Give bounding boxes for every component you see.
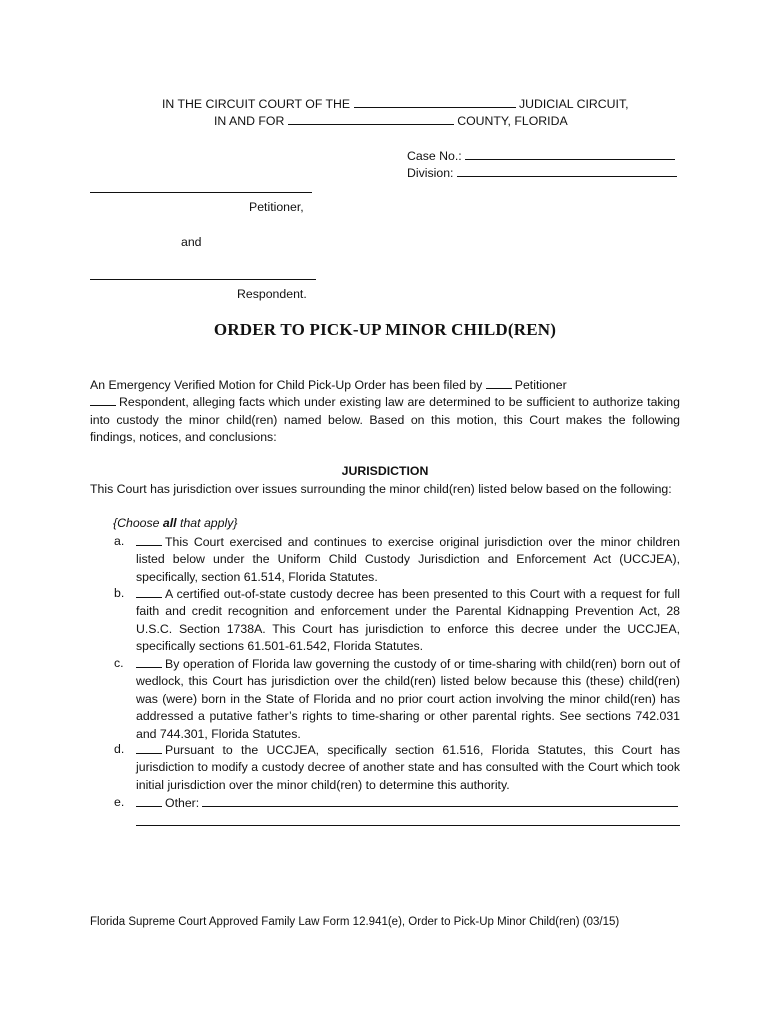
intro-petitioner-word: Petitioner: [514, 378, 567, 392]
county-suffix: COUNTY, FLORIDA: [457, 114, 568, 128]
jurisdiction-item-c: [90, 656, 680, 743]
item-text: This Court exercised and continues to exercise original jurisdiction over the minor children listed below under the Uniform Child Custody Jurisdiction and Enforcement Act (UCCJEA), specifically, section 61.514, Florida Statutes.: [136, 535, 680, 584]
item-label: a.: [114, 534, 125, 548]
circuit-blank[interactable]: [354, 96, 516, 108]
choose-suffix: that apply}: [176, 516, 238, 530]
case-no-row: [407, 148, 675, 164]
item-text: Other:: [165, 796, 200, 810]
form-footer: Florida Supreme Court Approved Family Law Form 12.941(e), Order to Pick-Up Minor Child(ren) (03/15): [90, 916, 620, 928]
other-field-line2[interactable]: [136, 825, 680, 826]
item-label: d.: [114, 742, 125, 756]
item-e-checkbox-blank[interactable]: [136, 795, 162, 807]
item-c-checkbox-blank[interactable]: [136, 656, 162, 668]
court-line: [162, 96, 629, 112]
item-text: By operation of Florida law governing the custody of or time-sharing with child(ren) born out of wedlock, this Court has jurisdiction over the child(ren) listed below because this (these) child(ren) was (were) born in the State of Florida and no prior court action involving the minor child(ren) has addressed a putative father’s rights to time-sharing or other parental rights. See sections 742.031 and 744.301, Florida Statutes.: [136, 657, 680, 741]
jurisdiction-item-b: [90, 586, 680, 656]
petitioner-name-field[interactable]: [90, 192, 312, 193]
intro-part2: Respondent, alleging facts which under existing law are determined to be sufficient to authorize taking into custody the minor child(ren) named below. Based on this motion, this Court makes the following findings, notices, and conclusions:: [90, 395, 680, 444]
item-label: c.: [114, 656, 124, 670]
and-text: and: [181, 235, 202, 249]
jurisdiction-heading: JURISDICTION: [341, 464, 429, 478]
item-d-checkbox-blank[interactable]: [136, 742, 162, 754]
county-line: [214, 113, 568, 129]
petitioner-checkbox-blank[interactable]: [486, 377, 512, 389]
intro-paragraph: [90, 377, 680, 446]
choose-bold: all: [162, 516, 177, 530]
other-field-line1[interactable]: [202, 795, 678, 807]
county-blank[interactable]: [288, 113, 454, 125]
court-suffix: JUDICIAL CIRCUIT,: [518, 97, 629, 111]
jurisdiction-item-d: [90, 742, 680, 794]
respondent-label: Respondent.: [237, 287, 307, 301]
item-text: Pursuant to the UCCJEA, specifically section 61.516, Florida Statutes, this Court has jurisdiction to modify a custody decree of another state and has consulted with the Court which took initial jurisdiction over the minor child(ren) to determine this authority.: [136, 743, 680, 792]
case-no-label: Case No.:: [407, 149, 462, 163]
intro-part1: An Emergency Verified Motion for Child Pick-Up Order has been filed by: [90, 378, 483, 392]
jurisdiction-item-a: [90, 534, 680, 586]
item-text: A certified out-of-state custody decree has been presented to this Court with a request for full faith and credit recognition and enforcement under the Parental Kidnapping Prevention Act, 28 U.S.C. Section 1738A. This Court has jurisdiction to enforce this decree under the UCCJEA, specifically sections 61.501-61.542, Florida Statutes.: [136, 587, 680, 654]
court-prefix: IN THE CIRCUIT COURT OF THE: [162, 97, 351, 111]
item-b-checkbox-blank[interactable]: [136, 586, 162, 598]
item-label: e.: [114, 795, 125, 809]
division-field[interactable]: [457, 165, 677, 177]
choose-instruction: [113, 516, 237, 531]
petitioner-label: Petitioner,: [249, 200, 304, 214]
choose-prefix: {Choose: [113, 516, 163, 530]
case-no-field[interactable]: [465, 148, 675, 160]
county-prefix: IN AND FOR: [214, 114, 285, 128]
respondent-checkbox-blank[interactable]: [90, 394, 116, 406]
division-row: [407, 165, 677, 181]
jurisdiction-intro: This Court has jurisdiction over issues surrounding the minor child(ren) listed below based on the following:: [90, 482, 672, 496]
item-a-checkbox-blank[interactable]: [136, 534, 162, 546]
jurisdiction-item-e: [90, 795, 680, 812]
page-title: ORDER TO PICK-UP MINOR CHILD(REN): [213, 320, 557, 339]
division-label: Division:: [407, 166, 454, 180]
respondent-name-field[interactable]: [90, 279, 316, 280]
item-label: b.: [114, 586, 125, 600]
